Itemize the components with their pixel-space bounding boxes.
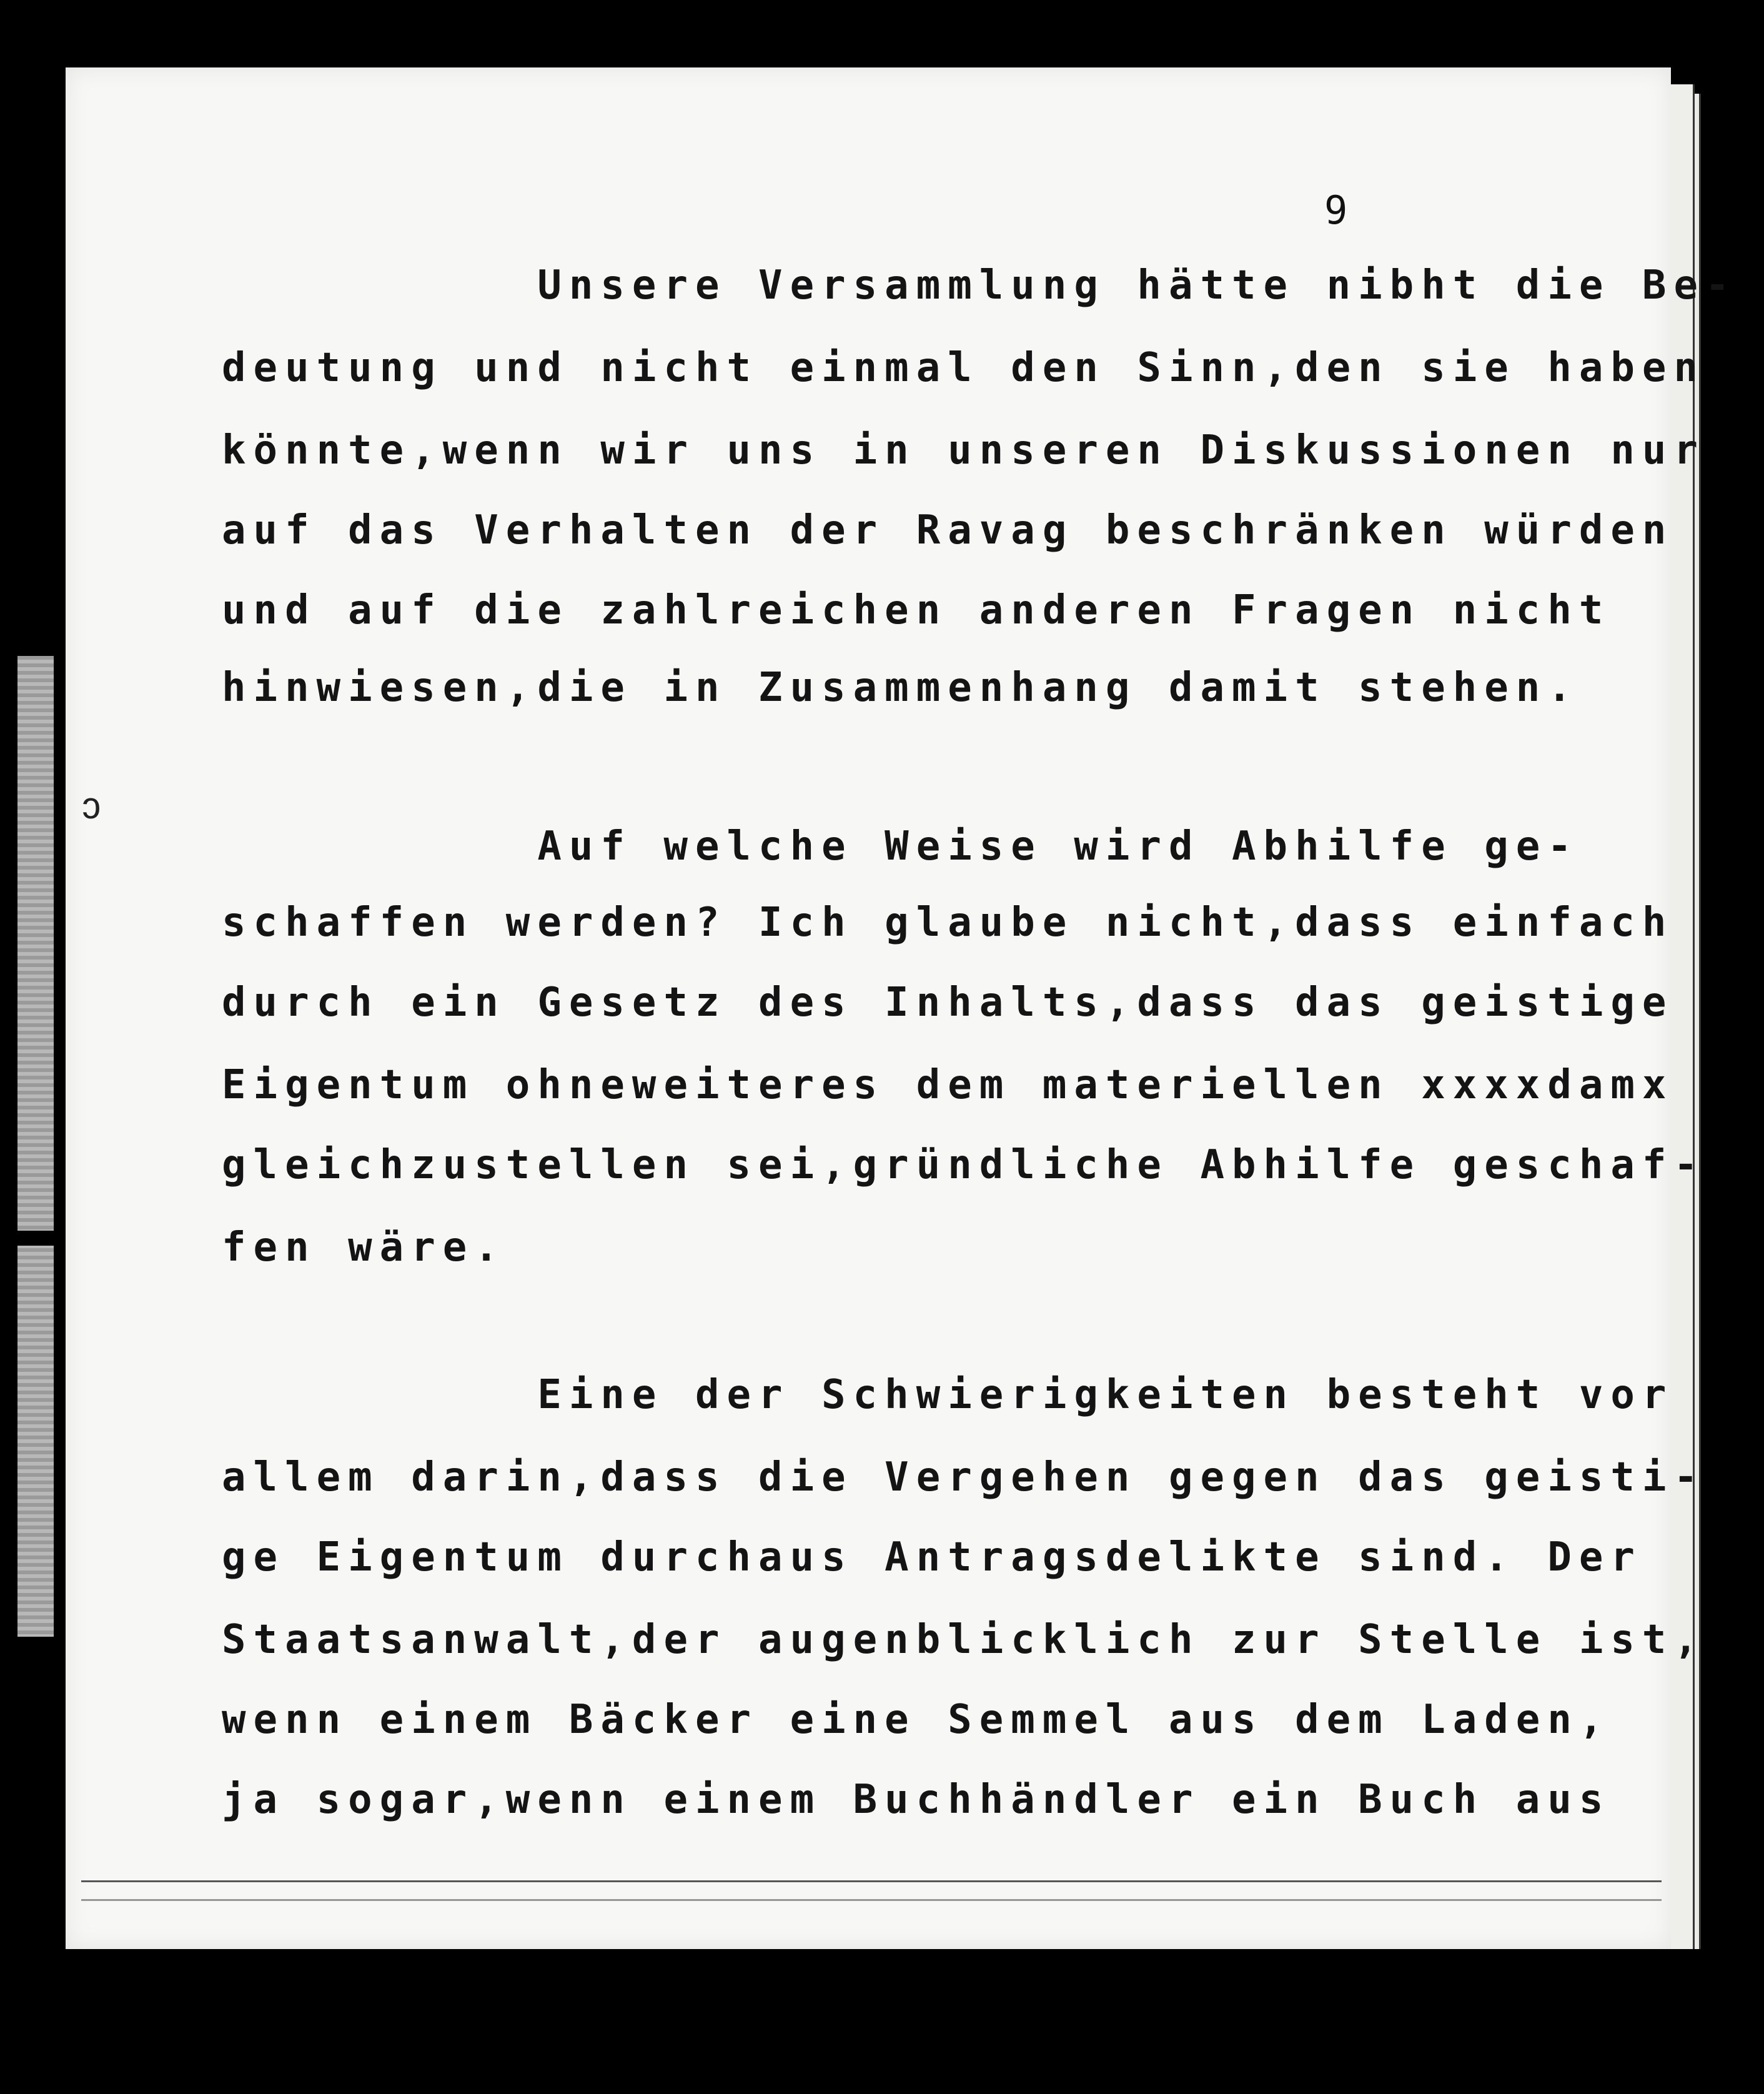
text-line: könnte,wenn wir uns in unseren Diskussionen nur <box>222 427 1705 474</box>
text-line: allem darin,dass die Vergehen gegen das geisti- <box>222 1454 1705 1501</box>
text-line: wenn einem Bäcker eine Semmel aus dem Laden, <box>222 1697 1611 1743</box>
text-line: Staatsanwalt,der augenblicklich zur Stelle ist, <box>222 1617 1705 1663</box>
text-line: schaffen werden? Ich glaube nicht,dass einfach <box>222 900 1674 946</box>
margin-mark: ↄ <box>80 784 103 828</box>
text-line: gleichzustellen sei,gründliche Abhilfe geschaf- <box>222 1142 1705 1188</box>
page-number: 9 <box>1324 187 1348 233</box>
text-line: und auf die zahlreichen anderen Fragen nicht <box>222 587 1611 633</box>
text-line: deutung und nicht einmal den Sinn,den sie haben <box>222 345 1705 391</box>
text-line: durch ein Gesetz des Inhalts,dass das geistige <box>222 980 1674 1026</box>
text-line: Unsere Versammlung hätte nibht die Be- <box>222 262 1737 309</box>
text-line: Eigentum ohneweiteres dem materiellen xxxxdamx <box>222 1062 1674 1108</box>
text-line: auf das Verhalten der Ravag beschränken würden <box>222 507 1674 553</box>
text-line: Eine der Schwierigkeiten besteht vor <box>222 1372 1674 1418</box>
text-line: ja sogar,wenn einem Buchhändler ein Buch aus <box>222 1777 1611 1823</box>
text-line: fen wäre. <box>222 1224 506 1271</box>
bottom-rule <box>81 1880 1662 1882</box>
binding-strip <box>17 656 54 1637</box>
strip-gap <box>17 1231 54 1246</box>
text-line: Auf welche Weise wird Abhilfe ge- <box>222 823 1579 870</box>
text-line: hinwiesen,die in Zusammenhang damit stehen. <box>222 665 1579 711</box>
bottom-rule <box>81 1899 1662 1901</box>
text-line: ge Eigentum durchaus Antragsdelikte sind. Der <box>222 1534 1642 1580</box>
